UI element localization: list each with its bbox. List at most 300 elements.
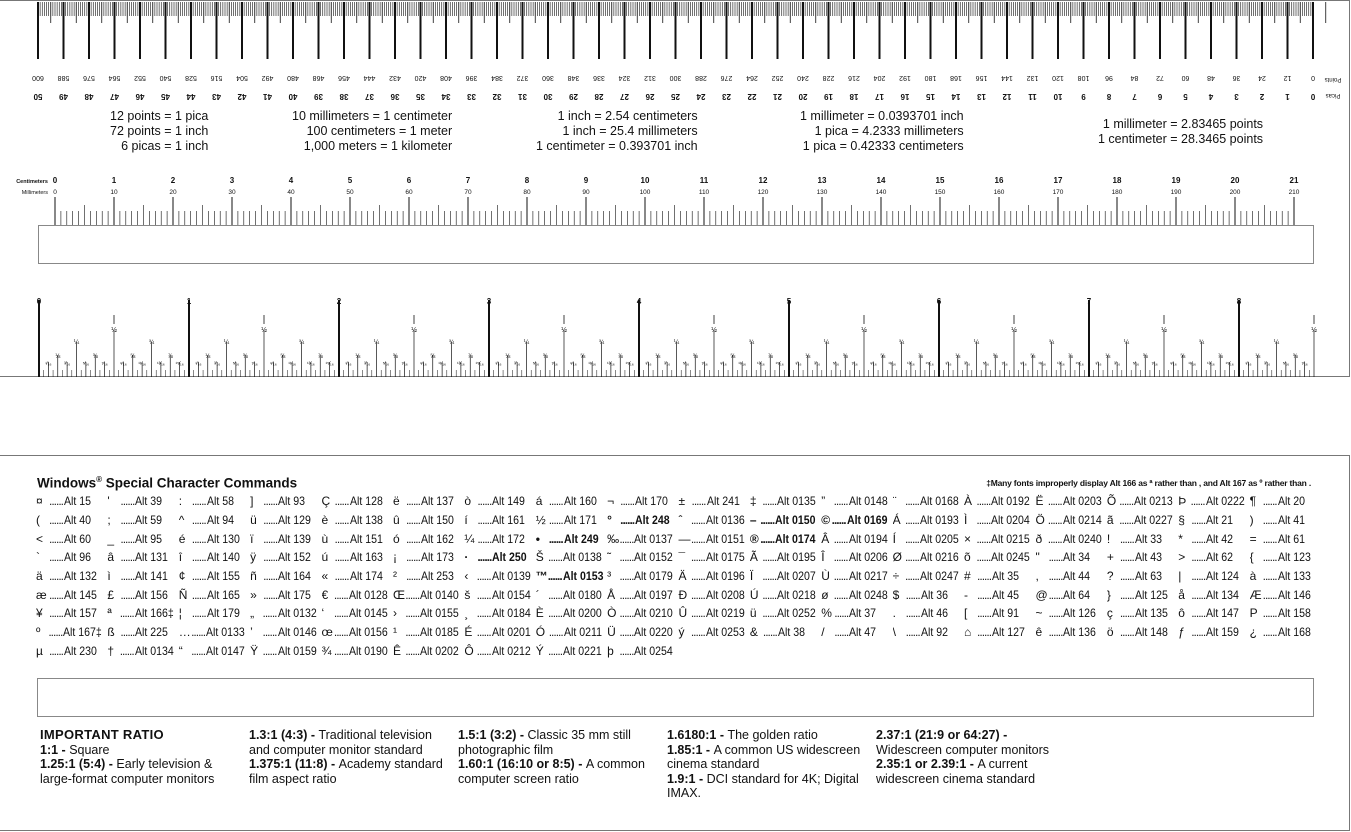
inch-conversions (536, 109, 698, 154)
ratio-value: 2.35:1 or 2.39:1 - (876, 757, 978, 771)
char-glyph: ª (107, 606, 112, 621)
char-glyph: ” (821, 494, 826, 509)
alt-code: Alt 241 (706, 494, 740, 509)
char-glyph: Ï (749, 569, 754, 584)
fraction-label: ½ (1011, 327, 1017, 334)
char-entry (322, 642, 393, 661)
alt-code: Alt 0135 (777, 494, 816, 509)
char-glyph: ¦ (178, 606, 182, 621)
char-glyph: Ã (749, 550, 758, 565)
ratio-entry (876, 728, 1076, 757)
ratio-description: Traditional television and computer monitor standard (249, 728, 432, 757)
point-number: 396 (465, 74, 478, 81)
leader-dots: ...... (191, 587, 206, 602)
fraction-label: ¹⁵⁄₁₆ (1075, 361, 1084, 367)
char-entry (607, 585, 678, 604)
alt-code: Alt 0169 (846, 513, 888, 528)
char-entry (36, 642, 107, 661)
char-entry (1107, 585, 1178, 604)
char-glyph: ‘ (321, 606, 325, 621)
leader-dots: ...... (833, 569, 848, 584)
char-entry (750, 548, 821, 567)
leader-dots: ...... (547, 569, 562, 584)
alt-code: Alt 47 (849, 625, 877, 640)
alt-code: Alt 0192 (991, 494, 1031, 509)
ratio-entry (40, 757, 240, 786)
leader-dots: ...... (1262, 587, 1277, 602)
fraction-label: ¹⁵⁄₁₆ (625, 361, 634, 367)
point-number: 108 (1077, 74, 1090, 81)
fraction-label: ³⁄₁₆ (964, 361, 971, 367)
alt-code: Alt 0227 (1134, 513, 1173, 528)
fraction-label: ⁵⁄₁₆ (832, 361, 840, 367)
char-entry (1107, 492, 1178, 511)
leader-dots: ...... (619, 625, 634, 640)
char-glyph: Ú (749, 587, 759, 602)
leader-dots: ...... (1262, 569, 1277, 584)
leader-dots: ...... (262, 606, 277, 621)
alt-code: Alt 161 (492, 513, 526, 528)
point-number: 456 (338, 74, 350, 81)
char-entry (107, 623, 178, 642)
alt-code: Alt 230 (64, 643, 97, 658)
char-glyph: = (1249, 531, 1257, 546)
fraction-label: ³⁄₁₆ (664, 361, 671, 367)
char-glyph: † (107, 643, 115, 658)
conversion-line: 6 picas = 1 inch (121, 139, 209, 153)
point-number: 372 (516, 74, 529, 81)
char-glyph: { (1249, 550, 1254, 565)
char-entry (1035, 529, 1106, 548)
pica-number: 15 (926, 92, 935, 101)
fraction-label: ⅞ (317, 354, 323, 360)
print-conversions (110, 109, 208, 154)
point-number: 300 (669, 74, 682, 81)
fraction-label: ³⁄₁₆ (814, 361, 821, 367)
char-entry (678, 585, 749, 604)
leader-dots: ...... (831, 513, 846, 528)
leader-dots: ...... (334, 531, 349, 546)
leader-dots: ...... (191, 494, 206, 509)
char-entry (750, 511, 821, 530)
char-entry (393, 623, 464, 642)
pica-number: 19 (824, 92, 833, 101)
fraction-label: ¼ (1123, 339, 1130, 346)
char-entry (1035, 585, 1106, 604)
char-entry (464, 567, 535, 586)
ratio-entry (40, 743, 240, 758)
char-glyph: ] (250, 494, 254, 509)
char-entry (1107, 604, 1178, 623)
alt-code: Alt 37 (849, 606, 877, 621)
pica-number: 22 (747, 92, 757, 101)
char-entry (1250, 511, 1321, 530)
cm-number: 10 (640, 176, 650, 185)
fraction-label: ¹³⁄₁₆ (606, 361, 615, 367)
char-glyph: ’ (250, 625, 253, 640)
mm-number: 150 (934, 189, 946, 196)
fraction-label: ¾ (598, 339, 605, 346)
alt-code: Alt 0146 (277, 625, 317, 640)
fraction-label: ½ (111, 327, 117, 334)
alt-code: Alt 43 (1134, 550, 1162, 565)
pica-number: 49 (59, 92, 68, 101)
leader-dots: ...... (620, 513, 635, 528)
ratio-value: 1.9:1 - (667, 771, 707, 786)
point-number: 600 (32, 74, 44, 81)
point-number: 192 (899, 74, 911, 81)
mm-number: 90 (582, 189, 590, 196)
pica-number: 16 (900, 92, 910, 101)
char-glyph: Ê (392, 643, 401, 658)
ratio-description: A common computer screen ratio (458, 757, 645, 786)
alt-code: Alt 0152 (634, 550, 674, 565)
alt-code: Alt 162 (420, 531, 454, 546)
char-entry (750, 492, 821, 511)
leader-dots: ...... (120, 531, 135, 546)
ratio-column (667, 728, 867, 801)
leader-dots: ...... (405, 569, 420, 584)
char-entry (750, 604, 821, 623)
leader-dots: ...... (1191, 625, 1206, 640)
fraction-label: ⁷⁄₁₆ (1301, 361, 1308, 367)
alt-code: Alt 91 (992, 606, 1020, 621)
char-entry (1035, 604, 1106, 623)
alt-code: Alt 225 (135, 625, 169, 640)
char-entry (821, 492, 892, 511)
leader-dots: ...... (333, 625, 348, 640)
fraction-label: ⅛ (655, 354, 661, 360)
point-number: 468 (312, 74, 325, 81)
mm-number: 100 (639, 189, 651, 196)
ratio-description: A current widescreen cinema standard (876, 757, 1036, 786)
char-entry (36, 585, 107, 604)
alt-code: Alt 33 (1134, 531, 1162, 546)
char-entry (964, 529, 1035, 548)
leader-dots: ...... (405, 531, 420, 546)
alt-code: Alt 36 (920, 587, 948, 602)
point-number: 228 (822, 74, 835, 81)
fraction-label: ³⁄₁₆ (514, 361, 521, 367)
alt-code: Alt 0219 (705, 606, 745, 621)
char-glyph: ÷ (892, 569, 900, 584)
fraction-label: ¾ (1198, 339, 1205, 346)
leader-dots: ...... (548, 643, 563, 658)
point-number: 348 (567, 74, 580, 81)
char-entry (821, 511, 892, 530)
metric-ruler-window (38, 225, 1314, 264)
leader-dots: ...... (476, 606, 491, 621)
fraction-label: ³⁄₁₆ (1264, 361, 1271, 367)
char-glyph: µ (36, 643, 43, 658)
pica-number: 3 (1234, 92, 1239, 101)
point-number: 168 (950, 74, 962, 81)
fraction-label: ⅛ (205, 354, 211, 360)
alt-code: Alt 0132 (277, 606, 317, 621)
char-entry (393, 642, 464, 661)
char-glyph: ~ (1035, 606, 1043, 621)
fraction-label: ⁷⁄₁₆ (101, 361, 108, 367)
point-number: 96 (1105, 74, 1113, 81)
char-glyph: œ (321, 625, 333, 640)
alt-code: Alt 133 (1277, 569, 1311, 584)
pica-number: 46 (135, 92, 145, 101)
alt-code: Alt 42 (1206, 531, 1234, 546)
leader-dots: ...... (333, 587, 348, 602)
alt-code: Alt 0190 (348, 643, 388, 658)
leader-dots: ...... (191, 513, 206, 528)
alt-code: Alt 0194 (848, 531, 888, 546)
alt-code: Alt 44 (1063, 569, 1091, 584)
leader-dots: ...... (48, 625, 63, 640)
char-glyph: ' (107, 494, 110, 509)
alt-code: Alt 40 (64, 513, 92, 528)
leader-dots: ...... (1048, 569, 1063, 584)
char-glyph: Œ (392, 587, 405, 602)
centimeters-label: Centimeters (16, 179, 48, 185)
char-entry (107, 492, 178, 511)
leader-dots: ...... (1262, 606, 1277, 621)
alt-code: Alt 0136 (705, 513, 745, 528)
fraction-label: ¹⁄₁₆ (495, 361, 502, 367)
leader-dots: ...... (548, 625, 563, 640)
alt-code: Alt 253 (420, 569, 454, 584)
char-glyph: È (535, 606, 544, 621)
char-glyph: ¾ (321, 643, 332, 658)
alt-code: Alt 0200 (563, 606, 602, 621)
alt-code: Alt 0197 (634, 587, 674, 602)
leader-dots: ...... (191, 606, 206, 621)
char-glyph: Ð (678, 587, 688, 602)
fraction-label: ⅛ (55, 354, 61, 360)
alt-code: Alt 0240 (1062, 531, 1102, 546)
char-glyph: € (321, 587, 329, 602)
fraction-label: ³⁄₁₆ (1114, 361, 1121, 367)
alt-code: Alt 34 (1063, 550, 1091, 565)
fraction-label: ⁷⁄₁₆ (851, 361, 858, 367)
fraction-label: ⁷⁄₁₆ (551, 361, 558, 367)
char-entry (250, 529, 321, 548)
char-entry (393, 511, 464, 530)
inch-number: 0 (36, 297, 42, 306)
cm-number: 8 (524, 176, 530, 185)
alt-code: Alt 15 (64, 494, 92, 509)
char-glyph: ^ (178, 513, 185, 528)
alt-code: Alt 0218 (777, 587, 816, 602)
leader-dots: ...... (1191, 513, 1206, 528)
fraction-label: ¼ (373, 339, 380, 346)
char-entry (607, 492, 678, 511)
alt-code: Alt 0145 (348, 606, 388, 621)
char-glyph: ò (464, 494, 472, 509)
char-entry (1250, 548, 1321, 567)
fraction-label: ⅜ (992, 354, 998, 360)
alt-code: Alt 160 (563, 494, 597, 509)
leader-dots: ...... (690, 606, 705, 621)
cm-number: 6 (406, 176, 412, 185)
fraction-label: ⅛ (355, 354, 361, 360)
fraction-label: ⅛ (805, 354, 811, 360)
char-glyph: – (749, 513, 757, 528)
pica-number: 43 (212, 92, 221, 101)
alt-code: Alt 0213 (1134, 494, 1173, 509)
char-glyph: Ý (535, 643, 544, 658)
point-number: 144 (1001, 74, 1013, 81)
leader-dots: ...... (762, 606, 777, 621)
ratio-column (458, 728, 658, 786)
char-glyph: × (964, 531, 972, 546)
char-glyph: £ (107, 587, 115, 602)
leader-dots: ...... (1262, 531, 1277, 546)
cm-number: 18 (1112, 176, 1122, 185)
char-glyph: } (1106, 587, 1111, 602)
fraction-label: ⁷⁄₁₆ (401, 361, 408, 367)
alt-code: Alt 166‡ (134, 606, 174, 621)
char-glyph: [ (964, 606, 968, 621)
char-entry (36, 511, 107, 530)
ratio-description: Square (69, 742, 110, 757)
char-entry (678, 492, 749, 511)
fraction-label: ¹⁄₁₆ (345, 361, 352, 367)
alt-code: Alt 139 (278, 531, 312, 546)
char-glyph: Ñ (178, 587, 188, 602)
char-entry (179, 623, 250, 642)
leader-dots: ...... (762, 550, 777, 565)
point-number: 48 (1207, 74, 1215, 81)
char-glyph: « (321, 569, 329, 584)
mm-number: 80 (523, 189, 531, 196)
leader-dots: ...... (262, 643, 277, 658)
point-number: 360 (542, 74, 554, 81)
fraction-label: ⁵⁄₁₆ (382, 361, 390, 367)
char-glyph: — (678, 531, 691, 546)
char-glyph: Ø (892, 550, 902, 565)
alt-code: Alt 0216 (920, 550, 959, 565)
point-number: 324 (618, 74, 631, 81)
ratio-title: IMPORTANT RATIO (40, 727, 164, 742)
ratio-entry (876, 757, 1076, 786)
char-entry (964, 567, 1035, 586)
ratio-entry (249, 757, 449, 786)
char-entry (107, 585, 178, 604)
mm-number: 50 (346, 189, 354, 196)
fraction-label: ⁹⁄₁₆ (270, 361, 277, 367)
char-glyph: ¸ (464, 606, 469, 621)
char-glyph: Î (821, 550, 825, 565)
fraction-label: ⁵⁄₁₆ (682, 361, 690, 367)
alt-code: Alt 0128 (348, 587, 388, 602)
alt-code: Alt 132 (64, 569, 97, 584)
char-entry (1178, 511, 1249, 530)
cm-number: 15 (935, 176, 945, 185)
pica-number: 7 (1132, 92, 1137, 101)
alt-code: Alt 0179 (634, 569, 674, 584)
alt-code: Alt 0204 (991, 513, 1031, 528)
leader-dots: ...... (1119, 606, 1134, 621)
title-rest-text: Special Character Commands (102, 475, 298, 491)
char-entry (1178, 567, 1249, 586)
fraction-label: ⁹⁄₁₆ (720, 361, 727, 367)
alt-code: Alt 124 (1206, 569, 1240, 584)
alt-code: Alt 0214 (1062, 513, 1102, 528)
fraction-label: ⅜ (242, 354, 248, 360)
conversion-line: 1 inch = 2.54 centimeters (557, 109, 698, 123)
alt-code: Alt 168 (1277, 625, 1311, 640)
leader-dots: ...... (905, 606, 920, 621)
pica-number: 6 (1157, 92, 1163, 101)
fraction-label: ½ (1161, 327, 1167, 334)
char-glyph: ) (1249, 513, 1254, 528)
char-glyph: ™ (535, 569, 548, 584)
char-glyph: Ô (464, 643, 474, 658)
char-entry (678, 567, 749, 586)
alt-code: Alt 60 (64, 531, 92, 546)
leader-dots: ...... (405, 643, 420, 658)
fraction-label: ¹¹⁄₁₆ (1038, 361, 1047, 367)
char-glyph: , (1035, 569, 1039, 584)
point-number: 0 (1311, 74, 1315, 81)
fraction-label: ¹¹⁄₁₆ (438, 361, 447, 367)
char-glyph: É (464, 625, 473, 640)
alt-code: Alt 64 (1063, 587, 1091, 602)
fraction-label: ⅝ (580, 354, 586, 360)
leader-dots: ...... (760, 513, 775, 528)
pica-number: 45 (161, 92, 170, 101)
alt-code: Alt 21 (1206, 513, 1234, 528)
leader-dots: ...... (191, 550, 206, 565)
alt-code: Alt 175 (278, 587, 312, 602)
fraction-label: ⅞ (1217, 354, 1223, 360)
alt-code: Alt 58 (206, 494, 234, 509)
inch-number: 8 (1236, 297, 1242, 306)
char-entry (250, 604, 321, 623)
fraction-label: ⁹⁄₁₆ (570, 361, 577, 367)
char-glyph: * (1178, 531, 1183, 546)
leader-dots: ...... (976, 531, 991, 546)
fraction-label: ¹⁵⁄₁₆ (325, 361, 334, 367)
alt-code: Alt 96 (64, 550, 92, 565)
char-entry (678, 529, 749, 548)
leader-dots: ...... (904, 569, 919, 584)
conversion-line: 1 centimeter = 28.3465 points (1098, 132, 1264, 146)
char-glyph: Ë (1035, 494, 1044, 509)
pica-number: 28 (594, 92, 604, 101)
char-entry (607, 511, 678, 530)
char-glyph: ó (392, 531, 400, 546)
cm-number: 21 (1289, 176, 1299, 185)
char-glyph: Á (892, 513, 901, 528)
pica-number: 47 (110, 92, 119, 101)
fraction-label: ⅝ (730, 354, 736, 360)
alt-code: Alt 156 (135, 587, 169, 602)
char-entry (1250, 585, 1321, 604)
char-entry (1250, 604, 1321, 623)
char-entry (1178, 623, 1249, 642)
fraction-label: ¾ (898, 339, 905, 346)
fraction-label: ¹⁄₁₆ (1095, 361, 1102, 367)
blank-box (37, 678, 1314, 717)
fraction-label: ⁷⁄₁₆ (1151, 361, 1158, 367)
leader-dots: ...... (1048, 606, 1063, 621)
point-number: 12 (1283, 74, 1292, 81)
char-entry (393, 492, 464, 511)
ratio-value: 1.3:1 (4:3) - (249, 728, 319, 742)
ratio-entry (249, 728, 449, 757)
leader-dots: ...... (49, 494, 64, 509)
fraction-label: ¹⁄₁₆ (645, 361, 652, 367)
leader-dots: ...... (1190, 494, 1205, 509)
char-entry (893, 548, 964, 567)
